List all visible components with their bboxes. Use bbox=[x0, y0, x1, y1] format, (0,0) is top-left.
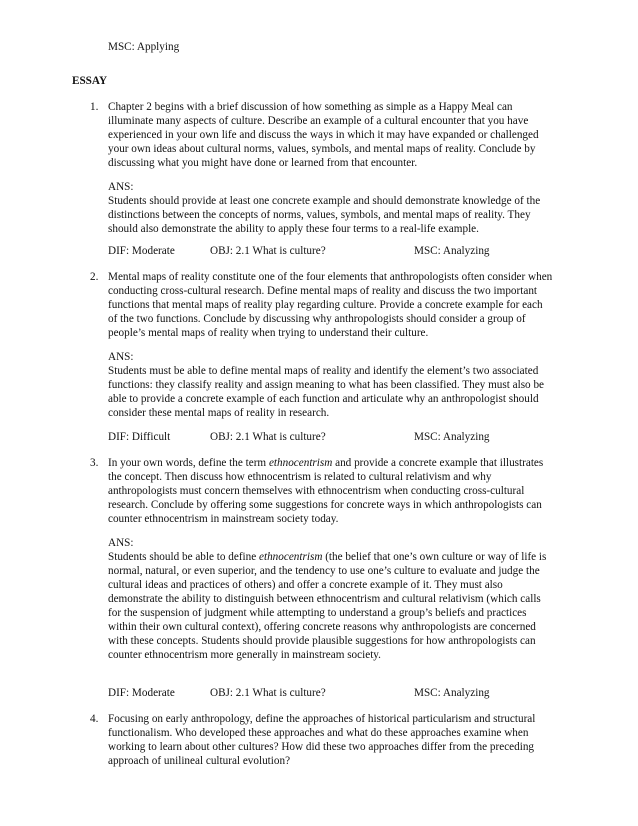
question-text: anthropologists must concern themselves with ethnocentrism when conducting cross-cultural bbox=[108, 485, 525, 497]
answer-text: functions: they classify reality and assign meaning to what has been classified. They must also be bbox=[108, 379, 545, 391]
answer-text: Students must be able to define mental maps of reality and identify the element’s two associated bbox=[108, 365, 539, 377]
question-text: functions that mental maps of reality play regarding culture. Provide a concrete example for each bbox=[108, 299, 543, 311]
answer-text: distinctions between the concepts of norms, values, symbols, and mental maps of reality. They bbox=[108, 209, 531, 221]
answer-text: counter ethnocentrism more generally in mainstream society. bbox=[108, 649, 381, 661]
msc-label: MSC: Analyzing bbox=[414, 245, 490, 257]
answer-text: Students should provide at least one concrete example and should demonstrate knowledge of the bbox=[108, 195, 541, 207]
msc-label: MSC: Analyzing bbox=[414, 687, 490, 699]
answer-text: Students should be able to define ethnocentrism (the belief that one’s own culture or way of life is bbox=[108, 551, 547, 563]
ans-label: ANS: bbox=[108, 181, 134, 193]
question-text: Chapter 2 begins with a brief discussion of how something as simple as a Happy Meal can bbox=[108, 101, 513, 113]
ans-label: ANS: bbox=[108, 537, 134, 549]
obj-label: OBJ: 2.1 What is culture? bbox=[210, 245, 326, 257]
question-text: discussing what you might have done or learned from that encounter. bbox=[108, 157, 418, 169]
ans-label: ANS: bbox=[108, 351, 134, 363]
question-number: 2. bbox=[90, 271, 99, 283]
question-number: 3. bbox=[90, 457, 99, 469]
question-text: approach of unilineal cultural evolution? bbox=[108, 755, 291, 767]
obj-label: OBJ: 2.1 What is culture? bbox=[210, 431, 326, 443]
question-text: working to learn about other cultures? How did these two approaches differ from the preceding bbox=[108, 741, 535, 753]
answer-text: normal, natural, or even superior, and the tendency to use one’s culture to evaluate and judge the bbox=[108, 565, 540, 577]
question-text: In your own words, define the term ethnocentrism and provide a concrete example that illustrates bbox=[108, 457, 544, 469]
answer-text: consider these mental maps of reality in research. bbox=[108, 407, 330, 419]
question-text: Mental maps of reality constitute one of the four elements that anthropologists often consider when bbox=[108, 271, 553, 283]
question-text: counter ethnocentrism in mainstream society today. bbox=[108, 513, 339, 525]
answer-text: within their own cultural context), offering concrete reasons why anthropologists are concerned bbox=[108, 621, 536, 633]
question-text: conducting cross-cultural research. Define mental maps of reality and discuss the two important bbox=[108, 285, 538, 297]
question-text: experienced in your own life and discuss the ways in which it may have expanded or challenged bbox=[108, 129, 539, 141]
question-text: people’s mental maps of reality when trying to understand their culture. bbox=[108, 327, 429, 339]
answer-text: with these concepts. Students should provide plausible suggestions for how anthropologists can bbox=[108, 635, 536, 647]
dif-label: DIF: Difficult bbox=[108, 431, 171, 443]
dif-label: DIF: Moderate bbox=[108, 245, 175, 257]
obj-label: OBJ: 2.1 What is culture? bbox=[210, 687, 326, 699]
question-text: functionalism. Who developed these approaches and what do these approaches examine when bbox=[108, 727, 529, 739]
dif-label: DIF: Moderate bbox=[108, 687, 175, 699]
section-heading: ESSAY bbox=[72, 75, 108, 87]
answer-text: for the suspension of judgment while attempting to understand a group’s beliefs and practices bbox=[108, 607, 527, 619]
answer-text: demonstrate the ability to distinguish between ethnocentrism and cultural relativism (which calls bbox=[108, 593, 541, 605]
answer-text: able to provide a concrete example of each function and articulate why an anthropologist should bbox=[108, 393, 539, 405]
question-number: 4. bbox=[90, 713, 99, 725]
question-text: Focusing on early anthropology, define the approaches of historical particularism and structural bbox=[108, 713, 536, 725]
answer-text: cultural ideas and practices of others) and offer a concrete example of it. They must also bbox=[108, 579, 503, 591]
question-text: the concept. Then discuss how ethnocentrism is related to cultural relativism and why bbox=[108, 471, 492, 483]
question-text: of the two functions. Conclude by discussing why anthropologists should consider a group of bbox=[108, 313, 526, 325]
question-text: your own ideas about cultural norms, values, symbols, and mental maps of reality. Conclude by bbox=[108, 143, 536, 155]
answer-text: should also demonstrate the ability to apply these four terms to a real-life example. bbox=[108, 223, 479, 235]
question-number: 1. bbox=[90, 101, 99, 113]
msc-label: MSC: Analyzing bbox=[414, 431, 490, 443]
question-text: research. Conclude by offering some suggestions for concrete ways in which anthropologists can bbox=[108, 499, 542, 511]
question-text: illuminate many aspects of culture. Describe an example of a cultural encounter that you have bbox=[108, 115, 529, 127]
msc-applying: MSC: Applying bbox=[108, 41, 180, 53]
